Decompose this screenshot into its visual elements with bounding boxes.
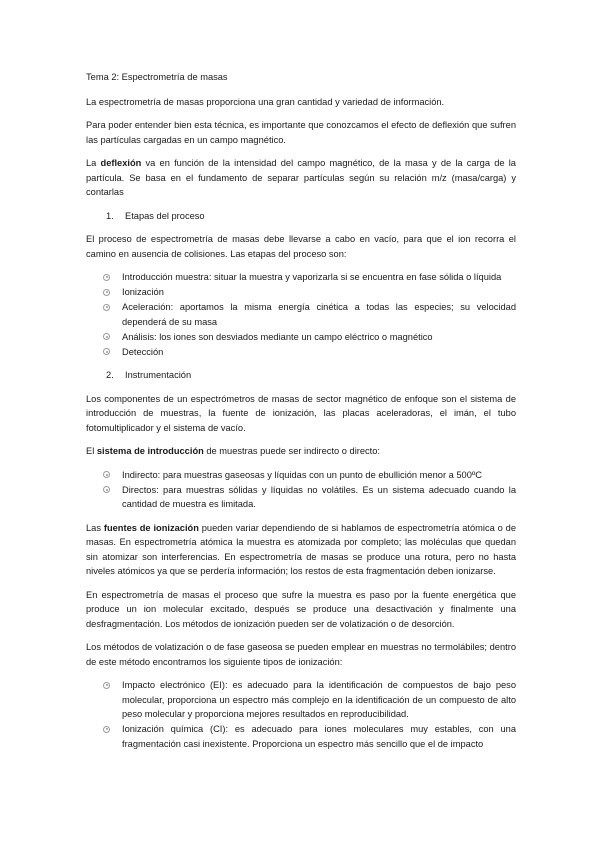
bullet-icon — [103, 471, 110, 478]
section-number: 2. — [106, 370, 114, 380]
list-item: Aceleración: aportamos la misma energía cinética a todas las especies; su velocidad dependerá de su masa — [86, 300, 516, 329]
bullet-icon — [103, 486, 110, 493]
ionization-types-list — [86, 678, 516, 751]
sources-paragraph: Las fuentes de ionización pueden variar dependiendo de si hablamos de espectrometría atómica o de masas. En espectrometría atómica la muestra es atomizada por completo; las moléculas que quedan sin atomizar son interferencias. En espectrometría de masas se produce una rotura, pero no hasta niveles atómicos ya que se perdería información; los restos de esta fragmentación deben ionizarse. — [86, 522, 517, 576]
volatile-methods-paragraph: Los métodos de volatización o de fase gaseosa se pueden emplear en muestras no termolábiles; dentro de este método encontramos los siguiente tipos de ionización: — [86, 642, 516, 667]
section-title: Instrumentación — [125, 370, 192, 380]
bullet-icon — [103, 333, 110, 340]
list-item: Análisis: los iones son desviados mediante un campo eléctrico o magnético — [86, 330, 516, 345]
instrumentation-paragraph: Los componentes de un espectrómetros de masas de sector magnético de enfoque son el sistema de introducción de muestras, la fuente de ionización, las placas aceleradoras, el imán, el tubo fotomultiplicador y el sistema de vacío. — [86, 393, 516, 433]
deflection-context-paragraph: Para poder entender bien esta técnica, es importante que conozcamos el efecto de deflexión que sufren las partículas cargadas en un campo magnético. — [86, 120, 516, 145]
bullet-icon — [103, 289, 110, 296]
list-item: Ionización química (CI): es adecuado para iones moleculares muy estables, con una fragmentación casi inexistente. Proporciona un espectro más sencillo que el de impacto — [86, 722, 516, 751]
list-item: Indirecto: para muestras gaseosas y líquidas con un punto de ebullición menor a 500ºC — [86, 468, 516, 483]
intro-system-term: sistema de introducción — [96, 446, 204, 456]
deflection-paragraph: La deflexión va en función de la intensidad del campo magnético, de la masa y de la carga de la partícula. Se basa en el fundamento de separar partículas según su relación m/z (masa/carga) y contarlas — [86, 158, 516, 197]
mass-process-paragraph: En espectrometría de masas el proceso que sufre la muestra es paso por la fuente energética que produce un ion molecular excitado, después se produce una desactivación y finalmente una desfragmentación. Los métodos de ionización pueden ser de volatización o de desorción. — [86, 589, 516, 629]
section-heading-stages — [86, 209, 516, 224]
list-item: Directos: para muestras sólidas y líquidas no volátiles. Es un sistema adecuado cuando la cantidad de muestra es limitada. — [86, 483, 516, 512]
list-item: Ionización — [86, 285, 516, 300]
intro-paragraph: La espectrometría de masas proporciona una gran cantidad y variedad de información. — [86, 96, 445, 107]
sources-term: fuentes de ionización — [103, 522, 199, 533]
document-title: Tema 2: Espectrometría de masas — [86, 72, 228, 82]
bullet-icon — [103, 304, 110, 311]
bullet-icon — [103, 348, 110, 355]
stages-intro-paragraph: El proceso de espectrometría de masas debe llevarse a cabo en vacío, para que el ion recorra el camino en ausencia de colisiones. Las etapas del proceso son: — [86, 234, 516, 259]
document-body — [86, 70, 516, 760]
section-title: Etapas del proceso — [125, 210, 205, 221]
list-item: Introducción muestra: situar la muestra y vaporizarla si se encuentra en fase sólida o líquida — [86, 270, 516, 285]
section-number: 1. — [106, 210, 114, 221]
bullet-icon — [103, 274, 110, 281]
stages-list — [86, 270, 516, 359]
intro-system-paragraph: El sistema de introducción de muestras puede ser indirecto o directo: — [86, 446, 381, 456]
deflection-term: deflexión — [100, 158, 142, 168]
list-item: Impacto electrónico (EI): es adecuado para la identificación de compuestos de bajo peso molecular, proporciona un espectro más complejo en la identificación de un compuesto de alto peso molecular y proporciona mejores resultados en reproducibilidad. — [86, 678, 516, 722]
bullet-icon — [103, 726, 110, 733]
bullet-icon — [103, 682, 110, 689]
list-item: Detección — [86, 345, 516, 360]
section-heading-instrumentation — [86, 368, 516, 383]
intro-types-list — [86, 468, 516, 512]
